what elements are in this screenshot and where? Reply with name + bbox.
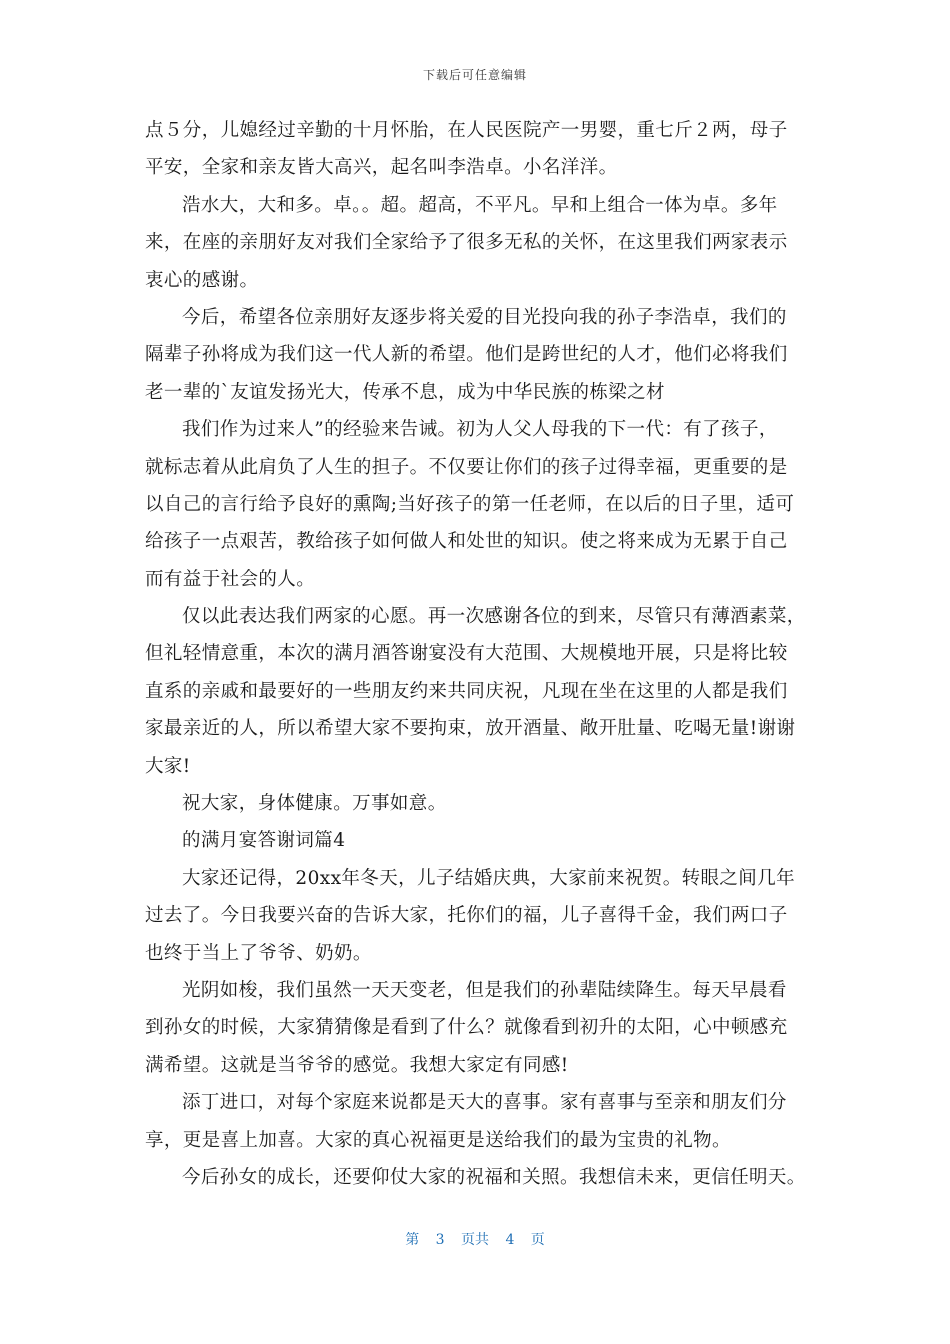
text-line: 也终于当上了爷爷、奶奶。: [145, 942, 372, 964]
text-line: 今后，希望各位亲朋好友逐步将关爱的目光投向我的孙子李浩卓，我们的: [182, 306, 787, 328]
page-header: 下载后可任意编辑: [422, 68, 527, 82]
text-line: 直系的亲戚和最要好的一些朋友约来共同庆祝，凡现在坐在这里的人都是我们: [145, 680, 788, 702]
text-line: 老一辈的`友谊发扬光大，传承不息，成为中华民族的栋梁之材: [145, 381, 665, 403]
text-line: 仅以此表达我们两家的心愿。再一次感谢各位的到来，尽管只有薄酒素菜，: [182, 606, 806, 628]
document-body: [145, 112, 810, 1196]
text-line: 到孙女的时候，大家猜猜像是看到了什么？就像看到初升的太阳，心中顿感充: [145, 1017, 788, 1039]
text-line: 添丁进口，对每个家庭来说都是天大的喜事。家有喜事与至亲和朋友们分: [182, 1092, 787, 1114]
text-line: 大家还记得，20xx年冬天，儿子结婚庆典，大家前来祝贺。转眼之间几年: [182, 867, 796, 889]
text-line: 而有益于社会的人。: [145, 568, 316, 590]
text-line: 但礼轻情意重，本次的满月酒答谢宴没有大范围、大规模地开展，只是将比较: [145, 643, 788, 665]
text-line: 大家!: [145, 755, 191, 777]
text-line: 过去了。今日我要兴奋的告诉大家，托你们的福，儿子喜得千金，我们两口子: [145, 905, 788, 927]
text-line: 就标志着从此肩负了人生的担子。不仅要让你们的孩子过得幸福，更重要的是: [145, 456, 788, 478]
text-line: 平安，全家和亲友皆大高兴，起名叫李浩卓。小名洋洋。: [145, 157, 618, 179]
text-line: 给孩子一点艰苦，教给孩子如何做人和处世的知识。使之将来成为无累于自己: [145, 531, 788, 553]
text-line: 衷心的感谢。: [145, 269, 259, 291]
text-line: 享，更是喜上加喜。大家的真心祝福更是送给我们的最为宝贵的礼物。: [145, 1129, 731, 1151]
text-line: 的满月宴答谢词篇4: [182, 830, 346, 852]
page-number-footer: 第 3 页共 4 页: [405, 1232, 545, 1248]
text-line: 浩水大，大和多。卓。。超。超高，不平凡。早和上组合一体为卓。多年: [182, 194, 778, 216]
text-line: 光阴如梭，我们虽然一天天变老，但是我们的孙辈陆续降生。每天早晨看: [182, 979, 787, 1001]
text-line: 祝大家，身体健康。万事如意。: [182, 793, 447, 815]
text-line: 点５分，儿媳经过辛勤的十月怀胎，在人民医院产一男婴，重七斤２两，母子: [145, 120, 788, 141]
text-line: 以自己的言行给予良好的熏陶;当好孩子的第一任老师，在以后的日子里，适可: [145, 493, 795, 515]
text-line: 家最亲近的人，所以希望大家不要拘束，放开酒量、敞开肚量、吃喝无量!谢谢: [145, 718, 796, 740]
text-line: 隔辈子孙将成为我们这一代人新的希望。他们是跨世纪的人才，他们必将我们: [145, 344, 788, 366]
text-line: 我们作为过来人”的经验来告诫。初为人父人母我的下一代：有了孩子，: [182, 419, 778, 441]
text-line: 来，在座的亲朋好友对我们全家给予了很多无私的关怀，在这里我们两家表示: [145, 232, 788, 254]
text-line: 满希望。这就是当爷爷的感觉。我想大家定有同感!: [145, 1054, 569, 1076]
text-line: 今后孙女的成长，还要仰仗大家的祝福和关照。我想信未来，更信任明天。: [182, 1166, 806, 1188]
